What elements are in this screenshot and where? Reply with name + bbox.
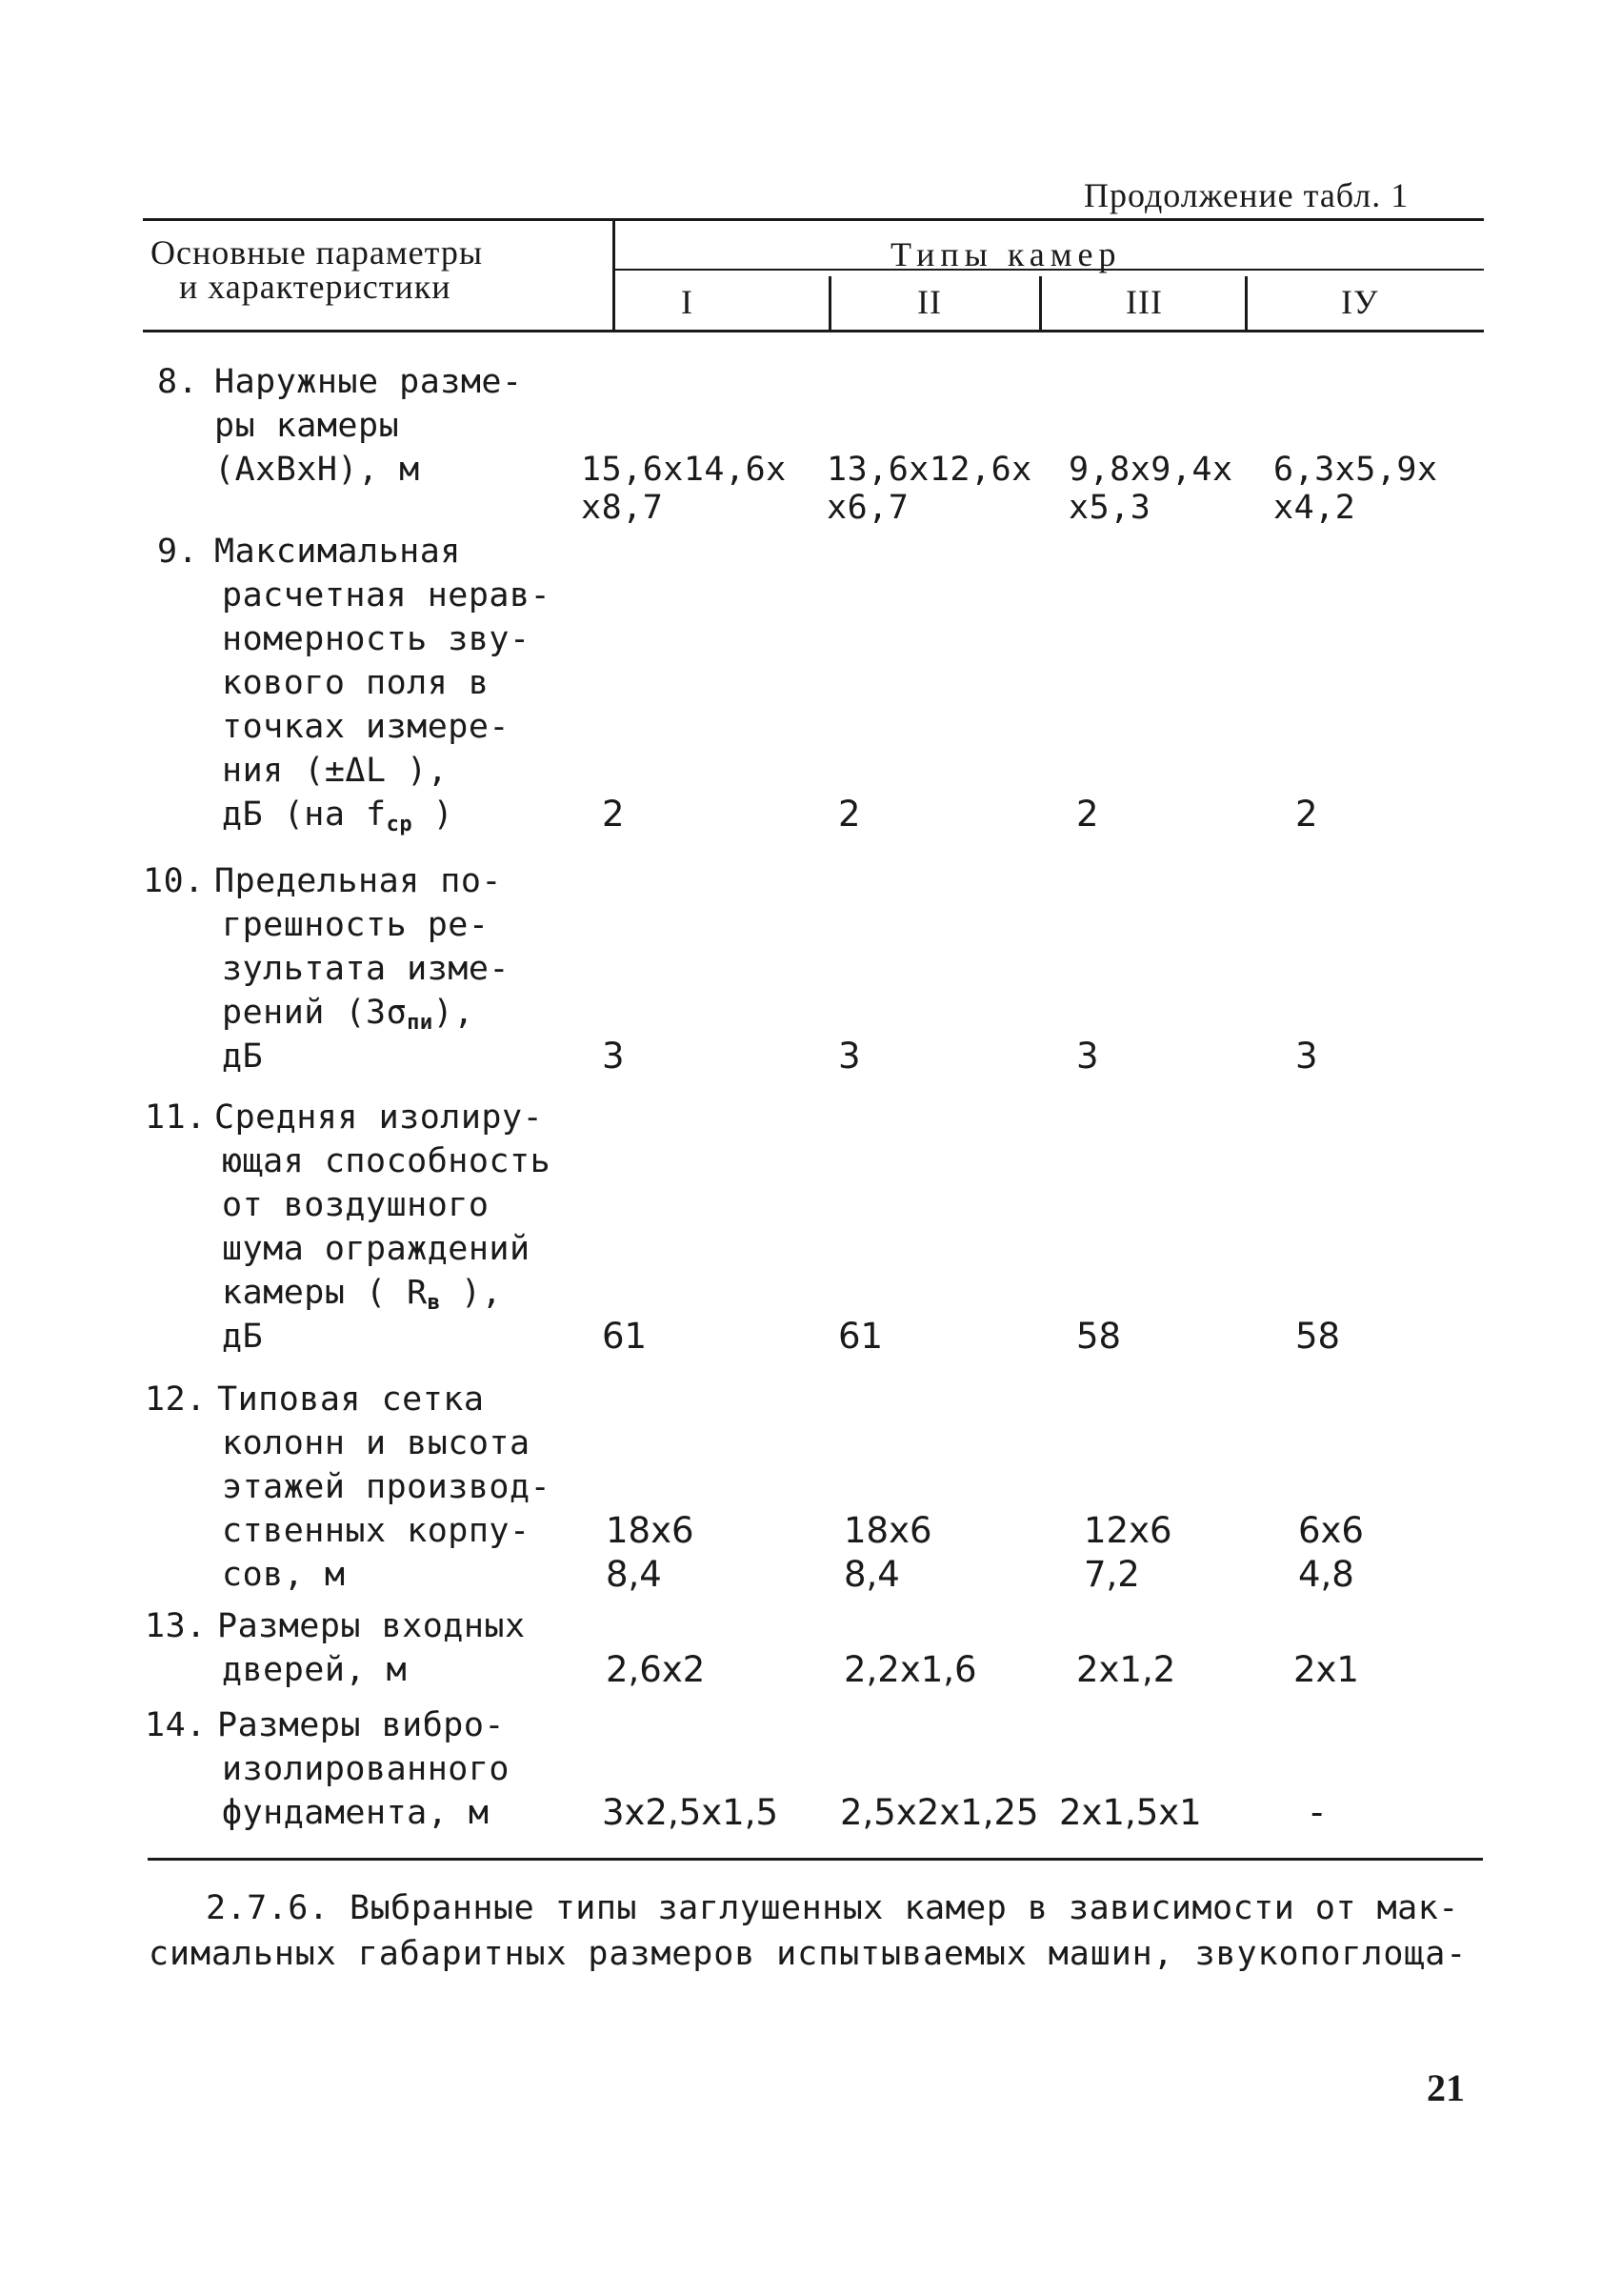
col-divider-2 (1039, 276, 1042, 332)
header-type-2: II (917, 283, 942, 321)
row-14-number: 14. (145, 1706, 207, 1744)
row-9-line-2: расчетная нерав- (222, 576, 551, 614)
row-8-value-1a: 15,6х14,6х (581, 451, 787, 489)
paragraph-line-2: симальных габаритных размеров испытываемых машин, звукопоглоща- (149, 1935, 1468, 1973)
row-14-line-1: Размеры вибро- (217, 1706, 506, 1744)
row-10-line-4: рений $(3\sigma_{пи})$, (222, 994, 474, 1035)
row-8-value-2b: х6,7 (827, 489, 910, 527)
col-divider-1 (829, 276, 831, 332)
header-params-line1: Основные параметры (150, 233, 484, 272)
row-11-line-1: Средняя изолиру- (214, 1098, 544, 1137)
row-9-line-7: дБ (на $f_{ср}$ ) (222, 796, 454, 836)
row-12-value-1b: 8,4 (606, 1554, 662, 1595)
row-9-value-1: 2 (602, 794, 625, 835)
paragraph-line-1: 2.7.6. Выбранные типы заглушенных камер в зависимости от мак- (206, 1889, 1459, 1927)
row-13-number: 13. (145, 1607, 207, 1645)
row-8-value-4b: х4,2 (1273, 489, 1356, 527)
row-10-number: 10. (143, 862, 205, 900)
row-14-line-2: изолированного (222, 1750, 510, 1788)
header-type-1: I (681, 283, 693, 321)
row-14-value-2: 2,5х2х1,25 (840, 1792, 1039, 1833)
page-number: 21 (1427, 2066, 1465, 2109)
row-14-value-1: 3х2,5х1,5 (602, 1792, 779, 1833)
row-13-line-2: дверей, м (222, 1651, 408, 1689)
row-10-value-2: 3 (838, 1036, 861, 1077)
row-8-value-1b: х8,7 (581, 489, 664, 527)
row-11-value-2: 61 (838, 1316, 884, 1357)
row-12-line-3: этажей производ- (222, 1468, 551, 1506)
row-14-value-3: 2х1,5х1 (1059, 1792, 1202, 1833)
row-10-value-1: 3 (602, 1036, 625, 1077)
row-14-value-4: - (1311, 1792, 1324, 1833)
row-11-line-5: камеры ( $R_в$ ), (222, 1274, 503, 1315)
row-9-value-2: 2 (838, 794, 861, 835)
row-10-value-4: 3 (1295, 1036, 1318, 1077)
row-9-number: 9. (157, 533, 199, 571)
row-11-line-6: дБ (222, 1318, 264, 1356)
row-12-value-1a: 18х6 (606, 1510, 694, 1551)
row-10-line-2: грешность ре- (222, 906, 490, 944)
row-9-line-3: номерность зву- (222, 620, 530, 658)
row-9-value-4: 2 (1295, 794, 1318, 835)
row-10-value-3: 3 (1076, 1036, 1099, 1077)
row-8-value-3b: х5,3 (1069, 489, 1151, 527)
row-8-value-3a: 9,8х9,4х (1069, 451, 1233, 489)
row-10-line-3: зультата изме- (222, 950, 510, 988)
row-12-line-2: колонн и высота (222, 1424, 530, 1462)
row-11-number: 11. (145, 1098, 207, 1137)
header-types-title: Типы камер (891, 235, 1122, 273)
row-11-value-4: 58 (1295, 1316, 1341, 1357)
header-params-line2: и характеристики (179, 268, 451, 306)
row-11-line-2: ющая способность (222, 1142, 551, 1180)
row-9-line-4: кового поля в (222, 664, 490, 702)
header-divider (612, 218, 615, 332)
header-type-3: III (1126, 283, 1163, 321)
row-9-value-3: 2 (1076, 794, 1099, 835)
row-12-line-1: Типовая сетка (217, 1380, 485, 1419)
row-14-line-3: фундамента, м (222, 1794, 490, 1832)
row-12-value-3a: 12х6 (1084, 1510, 1172, 1551)
row-13-value-1: 2,6х2 (606, 1649, 706, 1690)
row-8-line-1: Наружные разме- (214, 363, 523, 401)
row-9-line-5: точках измере- (222, 708, 510, 746)
row-8-line-2: ры камеры (214, 407, 400, 445)
row-8-number: 8. (157, 363, 199, 401)
row-12-number: 12. (145, 1380, 207, 1419)
row-11-line-3: от воздушного (222, 1186, 490, 1224)
row-13-line-1: Размеры входных (217, 1607, 526, 1645)
row-12-value-2a: 18х6 (844, 1510, 932, 1551)
row-12-value-2b: 8,4 (844, 1554, 900, 1595)
row-9-line-1: Максимальная (214, 533, 461, 571)
table-bottom-rule (148, 1858, 1483, 1861)
row-8-line-3: (АхВхН), м (214, 451, 420, 489)
row-12-value-4a: 6х6 (1298, 1510, 1364, 1551)
row-13-value-4: 2х1 (1293, 1649, 1359, 1690)
table-continuation-caption: Продолжение табл. 1 (1084, 176, 1410, 214)
row-10-line-5: дБ (222, 1037, 264, 1076)
row-11-value-1: 61 (602, 1316, 648, 1357)
row-10-line-1: Предельная по- (214, 862, 503, 900)
row-12-value-4b: 4,8 (1298, 1554, 1354, 1595)
header-bottom-rule (143, 330, 1484, 332)
row-12-line-5: сов, м (222, 1556, 346, 1594)
row-8-value-4a: 6,3х5,9х (1273, 451, 1438, 489)
row-9-line-6: ния (±ΔL ), (222, 752, 449, 790)
col-divider-3 (1245, 276, 1248, 332)
row-12-line-4: ственных корпу- (222, 1512, 530, 1550)
header-type-4: IУ (1341, 283, 1379, 321)
row-8-value-2a: 13,6х12,6х (827, 451, 1032, 489)
table-top-rule (143, 218, 1484, 221)
row-11-line-4: шума ограждений (222, 1230, 530, 1268)
row-12-value-3b: 7,2 (1084, 1554, 1140, 1595)
row-13-value-2: 2,2х1,6 (844, 1649, 977, 1690)
row-13-value-3: 2х1,2 (1076, 1649, 1176, 1690)
row-11-value-3: 58 (1076, 1316, 1122, 1357)
